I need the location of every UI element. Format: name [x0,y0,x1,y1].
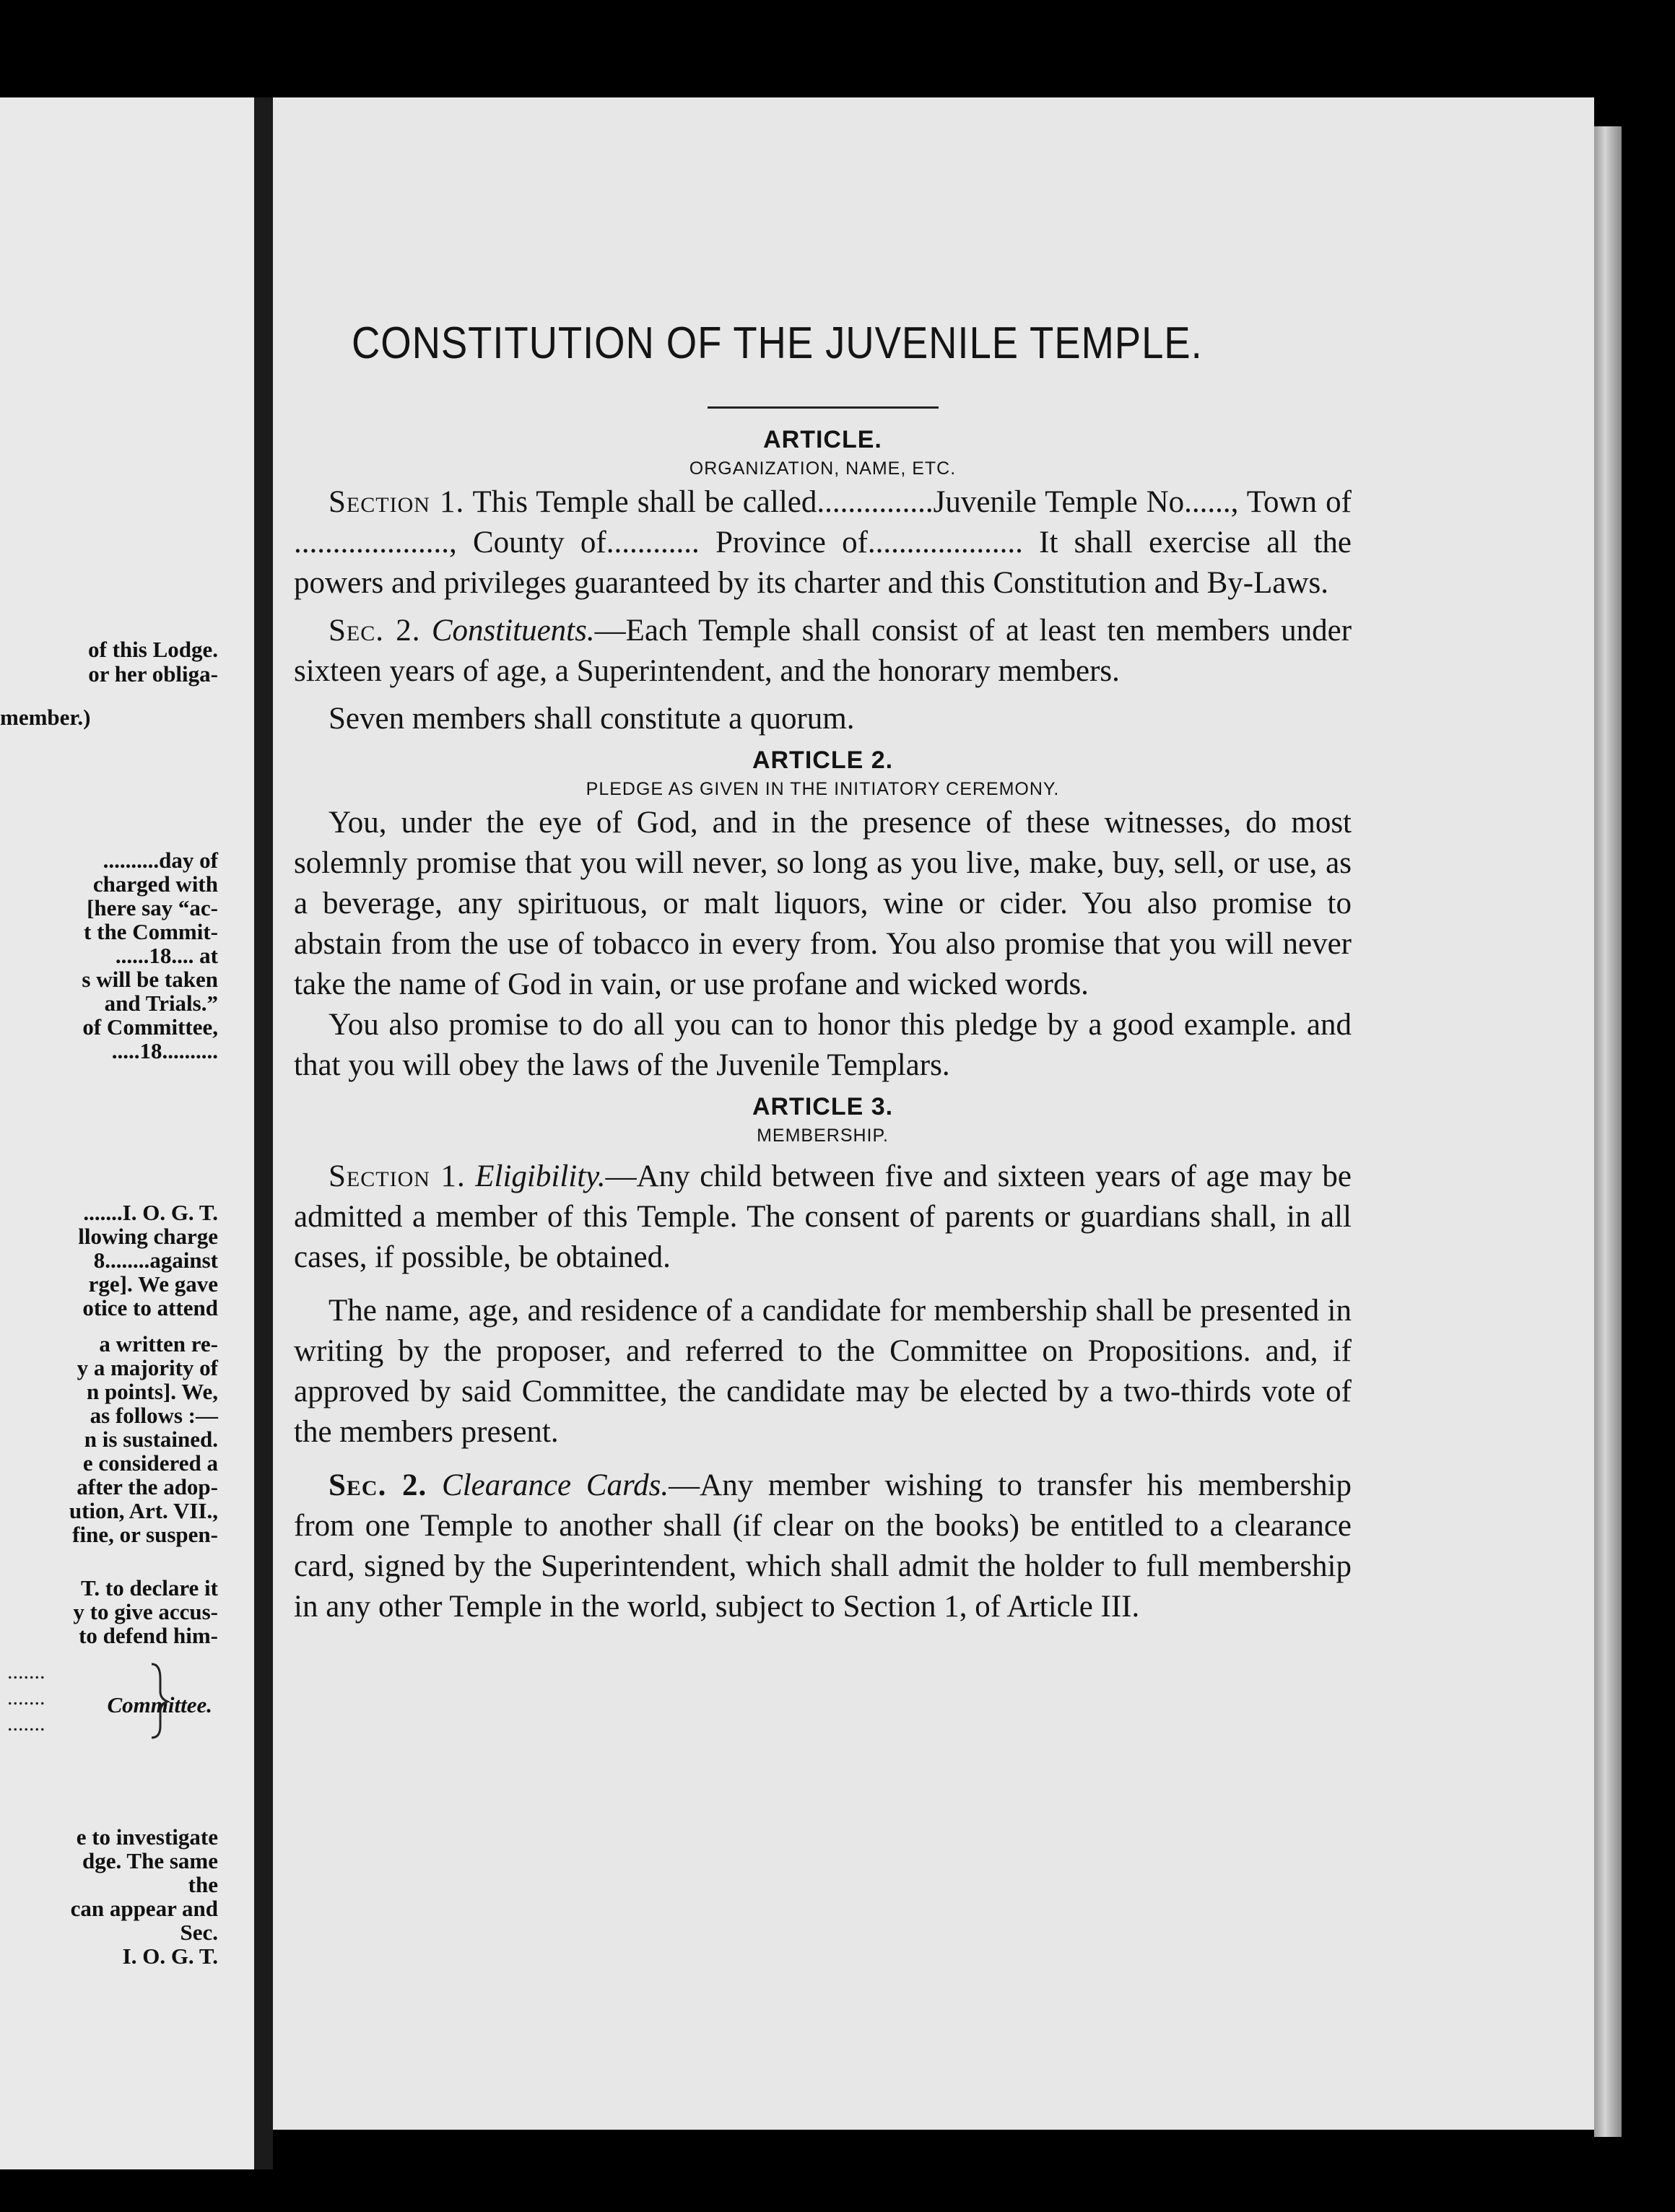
left-fragment: y a majority of [77,1355,218,1380]
book-gutter [254,97,273,2169]
left-fragment: the [188,1872,218,1897]
left-fragment: or her obliga- [88,661,218,687]
left-fragment: llowing charge [78,1224,218,1249]
membership-name-paragraph: The name, age, and residence of a candidate for membership shall be presented in writing by the proposer, and referred to the Committee on Propositions. and, if approved by said Committee, the candidate may be elected by a two-thirds vote of the members present. [294,1294,1352,1449]
left-fragment: and Trials.” [104,990,218,1016]
signature-brace-icon [7,1657,173,1743]
left-fragment: e considered a [82,1450,218,1476]
section-text: —Any member wishing to transfer his membership from one Temple to another shall (if clear on the books) be entitled to a clearance card, signed by the Superintendent, which shall admit the holder to full membership in any other Temple in the world, subject to Section 1, of Article III. [294,1468,1352,1624]
section-text: —Any child between five and sixteen years of age may be admitted a member of this Temple. The consent of parents or guardians shall, in all cases, if possible, be obtained. [294,1159,1352,1274]
article-1-heading: ARTICLE. [763,426,882,453]
left-fragment: to defend him- [79,1623,218,1648]
left-fragment: rge]. We gave [88,1271,218,1297]
section-title: Eligibility. [475,1159,606,1193]
left-fragment: s will be taken [82,967,218,992]
left-fragment: .......I. O. G. T. [83,1200,218,1225]
quorum-text: Seven members shall constitute a quorum. [329,702,855,736]
left-fragment: T. to declare it [81,1575,218,1601]
page-edge [1594,126,1622,2137]
left-page [0,97,254,2169]
left-fragment: ..........day of [103,848,218,873]
document-title: CONSTITUTION OF THE JUVENILE TEMPLE. [352,318,1203,368]
pledge-paragraph-2: You also promise to do all you can to honor this pledge by a good example. and that you will obey the laws of the Juvenile Templars. [294,1008,1352,1082]
left-fragment: ......18.... at [115,943,218,968]
left-fragment: n is sustained. [84,1427,218,1452]
left-fragment: otice to attend [82,1295,218,1320]
left-fragment: charged with [92,871,218,897]
left-fragment: Committee. [107,1692,212,1717]
section-label: Sec. 2. [329,1468,427,1502]
section-title: Clearance Cards. [442,1468,669,1502]
article-2-heading: ARTICLE 2. [752,746,894,774]
document-body [294,318,1352,1627]
article-3-section-2 [294,1466,1352,1627]
section-text: This Temple shall be called...............Juvenile Temple No......, Town of ...................., County of............ Province of.................... It shall exercise all the powers and privileges guaranteed by its charter and this Constitution and By-Laws. [294,485,1352,600]
left-fragment: member.) [0,705,91,730]
left-fragment: a written re- [99,1331,218,1357]
article-1-section-1 [294,482,1352,604]
article-3-section-1 [294,1157,1352,1278]
left-fragment: as follows :— [90,1403,218,1428]
left-fragment: e to investigate [76,1824,218,1850]
article-1-section-2 [294,611,1352,692]
article-2-subheading: PLEDGE AS GIVEN IN THE INITIATORY CEREMONY. [586,779,1060,799]
left-fragment: dge. The same [82,1848,218,1873]
left-fragment: can appear and [70,1896,218,1921]
section-label: Sec. 2. [329,614,421,648]
left-fragment: of Committee, [82,1014,218,1040]
section-title: Constituents. [431,614,595,648]
left-fragment: Sec. [180,1920,218,1945]
article-3-heading: ARTICLE 3. [752,1093,894,1120]
svg-text:.......: ....... [7,1712,45,1736]
section-label: Section 1. [329,1159,466,1193]
section-text: —Each Temple shall consist of at least ten members under sixteen years of age, a Superintendent, and the honorary members. [294,614,1352,688]
left-fragment: [here say “ac- [87,895,218,920]
svg-text:.......: ....... [7,1660,45,1684]
left-fragment: .....18.......... [111,1038,218,1063]
left-fragment: ution, Art. VII., [69,1498,218,1523]
left-fragment: n points]. We, [86,1379,218,1404]
left-fragment: I. O. G. T. [122,1943,218,1969]
left-fragment: t the Commit- [84,919,218,944]
left-fragment: 8........against [93,1247,218,1273]
article-3-subheading: MEMBERSHIP. [757,1125,889,1146]
left-fragment: fine, or suspen- [72,1522,218,1547]
left-fragment: y to give accus- [73,1599,218,1624]
section-label: Section 1. [329,485,465,519]
left-fragment: after the adop- [77,1474,218,1499]
article-1-subheading: ORGANIZATION, NAME, ETC. [689,458,957,479]
svg-text:.......: ....... [7,1686,45,1710]
pledge-paragraph-1: You, under the eye of God, and in the presence of these witnesses, do most solemnly promise that you will never, so long as you live, make, buy, sell, or use, as a beverage, any spirituous, or malt liquors, wine or cider. You also promise to abstain from the use of tobacco in every from. You also promise that you will never take the name of God in vain, or use profane and wicked words. [294,806,1352,1001]
left-fragment: of this Lodge. [88,637,218,662]
